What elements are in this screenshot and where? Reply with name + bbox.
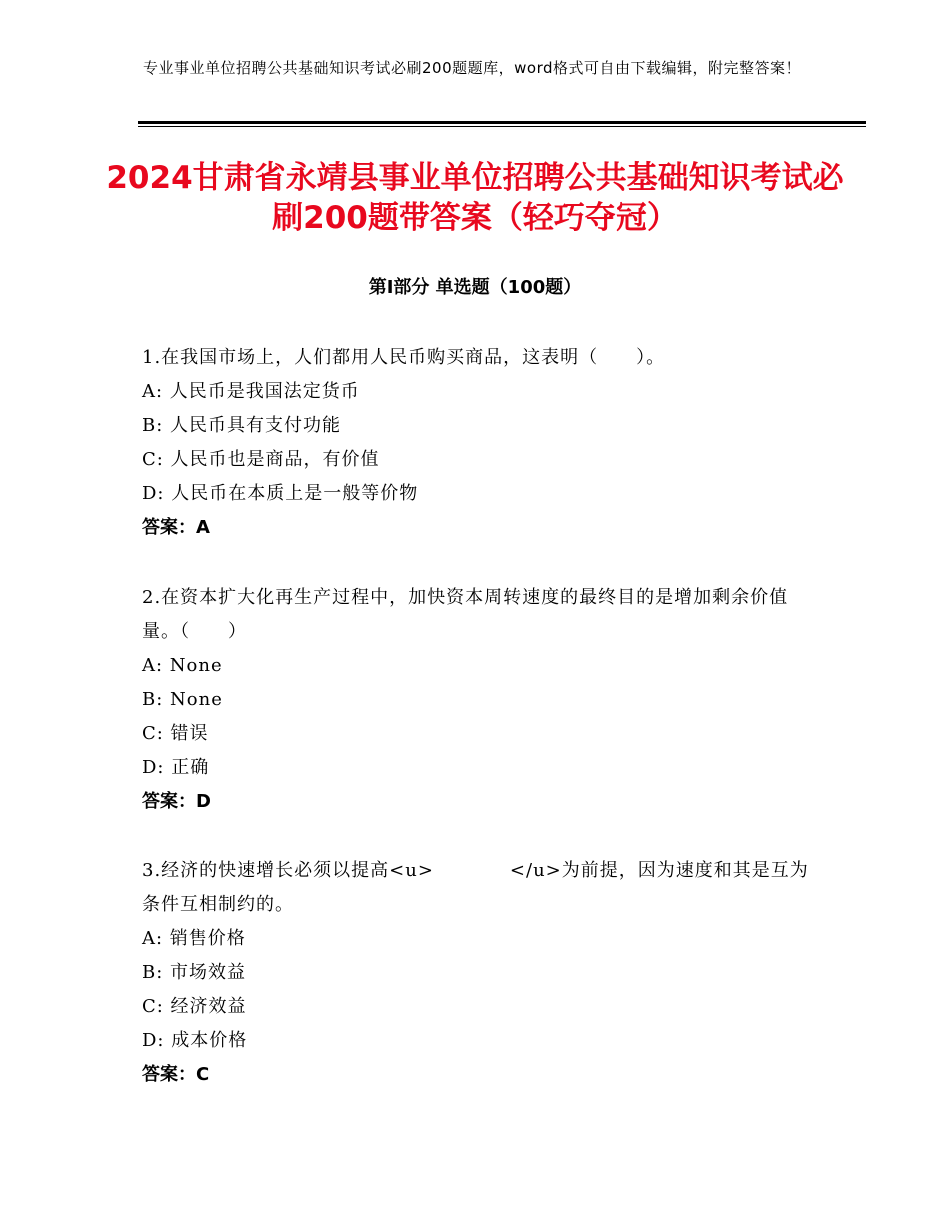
header-divider-thin [138, 126, 866, 127]
option-b: B: None [142, 689, 223, 710]
header-note: 专业事业单位招聘公共基础知识考试必刷200题题库，word格式可自由下载编辑，附完整答案！ [143, 59, 802, 77]
option-c: C: 人民币也是商品，有价值 [142, 449, 380, 470]
option-d: D: 成本价格 [142, 1030, 248, 1051]
option-b: B: 人民币具有支付功能 [142, 415, 342, 436]
option-d: D: 人民币在本质上是一般等价物 [142, 483, 419, 504]
question-stem: 1.在我国市场上，人们都用人民币购买商品，这表明（ ）。 [142, 347, 666, 368]
question-2 [142, 581, 822, 819]
question-stem: 2.在资本扩大化再生产过程中，加快资本周转速度的最终目的是增加剩余价值量。（ ） [142, 587, 789, 642]
section-title: 第Ⅰ部分 单选题（100题） [368, 277, 582, 298]
question-1 [142, 341, 822, 545]
option-c: C: 错误 [142, 723, 209, 744]
document-title: 2024甘肃省永靖县事业单位招聘公共基础知识考试必刷200题带答案（轻巧夺冠） [106, 160, 844, 236]
header-divider-thick [138, 121, 866, 124]
option-a: A: 人民币是我国法定货币 [142, 381, 360, 402]
option-d: D: 正确 [142, 757, 210, 778]
option-a: A: None [142, 655, 223, 676]
question-stem: 3.经济的快速增长必须以提高<u> </u>为前提，因为速度和其是互为条件互相制约的。 [142, 860, 809, 915]
option-c: C: 经济效益 [142, 996, 247, 1017]
answer-label: 答案：C [142, 1064, 210, 1085]
answer-label: 答案：A [142, 517, 210, 538]
answer-label: 答案：D [142, 791, 211, 812]
question-3 [142, 854, 822, 1092]
option-a: A: 销售价格 [142, 928, 246, 949]
option-b: B: 市场效益 [142, 962, 247, 983]
